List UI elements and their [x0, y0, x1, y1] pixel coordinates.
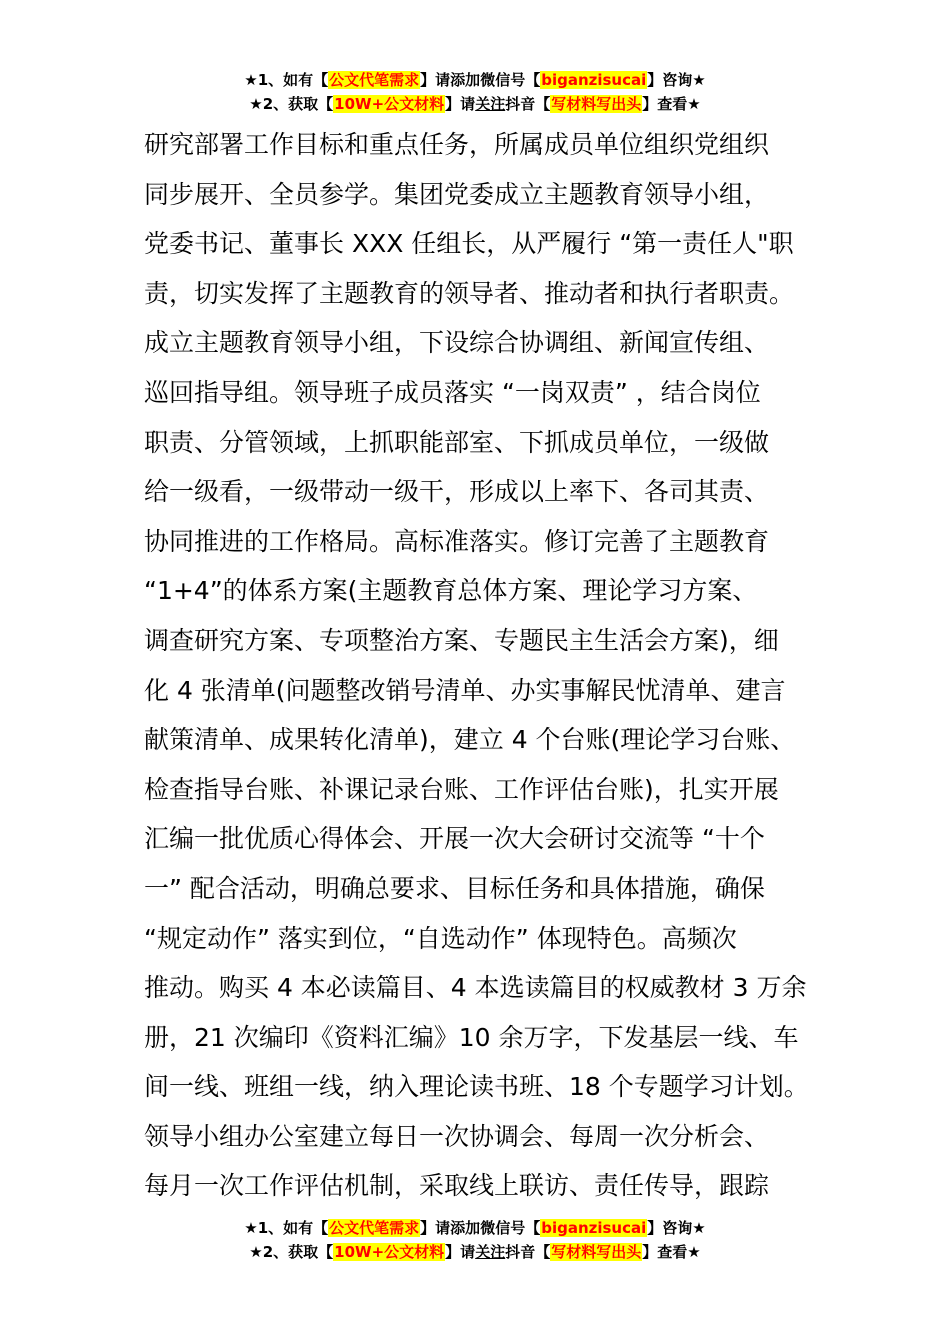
banner-emphasis: 关注 — [475, 95, 506, 113]
body-text-line: 职责、分管领域，上抓职能部室、下抓成员单位，一级做 — [144, 427, 770, 457]
banner-text: 1、如有【 — [257, 1219, 329, 1237]
banner-text: 】咨询 — [647, 1219, 693, 1237]
footer-banner — [0, 1216, 950, 1264]
banner-highlight: 公文代笔需求 — [329, 1219, 420, 1237]
body-text-line: 一” 配合活动，明确总要求、目标任务和具体措施，确保 — [144, 873, 765, 903]
banner-text: 】查看 — [642, 95, 688, 113]
banner-text: 】咨询 — [647, 71, 693, 89]
body-text-line: 巡回指导组。领导班子成员落实 “一岗双责” ，结合岗位 — [144, 377, 761, 407]
body-text-line: 成立主题教育领导小组，下设综合协调组、新闻宣传组、 — [144, 328, 770, 358]
banner-line-2 — [0, 92, 950, 116]
body-text-line: “规定动作” 落实到位，“自选动作” 体现特色。高频次 — [144, 923, 737, 953]
body-text-line: 同步展开、全员参学。集团党委成立主题教育领导小组， — [144, 179, 770, 209]
banner-highlight: 公文代笔需求 — [329, 71, 420, 89]
body-text-line: 责，切实发挥了主题教育的领导者、推动者和执行者职责。 — [144, 278, 795, 308]
body-text-line: 给一级看，一级带动一级干，形成以上率下、各司其责、 — [144, 477, 770, 507]
star-icon: ★ — [687, 95, 701, 113]
body-text-line: “1+4”的体系方案(主题教育总体方案、理论学习方案、 — [144, 576, 758, 606]
document-body — [144, 120, 814, 1211]
banner-text: 】请 — [445, 95, 476, 113]
banner-line-2 — [0, 1240, 950, 1264]
banner-douyin-id: 写材料写出头 — [551, 95, 642, 113]
banner-highlight: 10W+公文材料 — [334, 1243, 445, 1261]
star-icon: ★ — [244, 71, 258, 89]
banner-emphasis: 添加 — [450, 1219, 481, 1237]
body-text-line: 党委书记、董事长 XXX 任组长，从严履行 “第一责任人"职 — [144, 229, 794, 259]
banner-text: 微信号【 — [480, 71, 541, 89]
banner-emphasis: 关注 — [475, 1243, 506, 1261]
body-text-line: 每月一次工作评估机制，采取线上联访、责任传导，跟踪 — [144, 1171, 770, 1201]
banner-text: 2、获取【 — [262, 95, 334, 113]
banner-wechat-id: biganzisucai — [541, 1219, 647, 1237]
banner-line-1 — [0, 1216, 950, 1240]
body-text-line: 研究部署工作目标和重点任务，所属成员单位组织党组织 — [144, 130, 770, 159]
banner-douyin-id: 写材料写出头 — [551, 1243, 642, 1261]
banner-highlight: 10W+公文材料 — [334, 95, 445, 113]
body-text-line: 领导小组办公室建立每日一次协调会、每周一次分析会、 — [144, 1121, 770, 1151]
header-banner — [0, 68, 950, 116]
star-icon: ★ — [692, 71, 706, 89]
body-text-line: 协同推进的工作格局。高标准落实。修订完善了主题教育 — [144, 526, 770, 556]
body-text-line: 化 4 张清单(问题整改销号清单、办实事解民忧清单、建言 — [144, 675, 786, 705]
banner-text: 】查看 — [642, 1243, 688, 1261]
banner-text: 抖音【 — [505, 95, 551, 113]
star-icon: ★ — [687, 1243, 701, 1261]
body-text-line: 汇编一批优质心得体会、开展一次大会研讨交流等 “十个 — [144, 824, 765, 854]
body-text-line: 册，21 次编印《资料汇编》10 余万字，下发基层一线、车 — [144, 1022, 799, 1052]
star-icon: ★ — [692, 1219, 706, 1237]
banner-wechat-id: biganzisucai — [541, 71, 647, 89]
banner-text: 】请 — [420, 71, 451, 89]
star-icon: ★ — [249, 95, 263, 113]
body-text-line: 调查研究方案、专项整治方案、专题民主生活会方案)，细 — [144, 625, 779, 655]
star-icon: ★ — [249, 1243, 263, 1261]
star-icon: ★ — [244, 1219, 258, 1237]
body-text-line: 检查指导台账、补课记录台账、工作评估台账)，扎实开展 — [144, 774, 779, 804]
banner-text: 微信号【 — [480, 1219, 541, 1237]
banner-text: 2、获取【 — [262, 1243, 334, 1261]
banner-emphasis: 添加 — [450, 71, 481, 89]
body-text-line: 间一线、班组一线，纳入理论读书班、18 个专题学习计划。 — [144, 1072, 809, 1102]
banner-text: 抖音【 — [505, 1243, 551, 1261]
banner-text: 】请 — [445, 1243, 476, 1261]
banner-text: 1、如有【 — [257, 71, 329, 89]
banner-text: 】请 — [420, 1219, 451, 1237]
body-text-line: 推动。购买 4 本必读篇目、4 本选读篇目的权威教材 3 万余 — [144, 973, 807, 1003]
banner-line-1 — [0, 68, 950, 92]
body-text-line: 献策清单、成果转化清单)，建立 4 个台账(理论学习台账、 — [144, 725, 796, 755]
